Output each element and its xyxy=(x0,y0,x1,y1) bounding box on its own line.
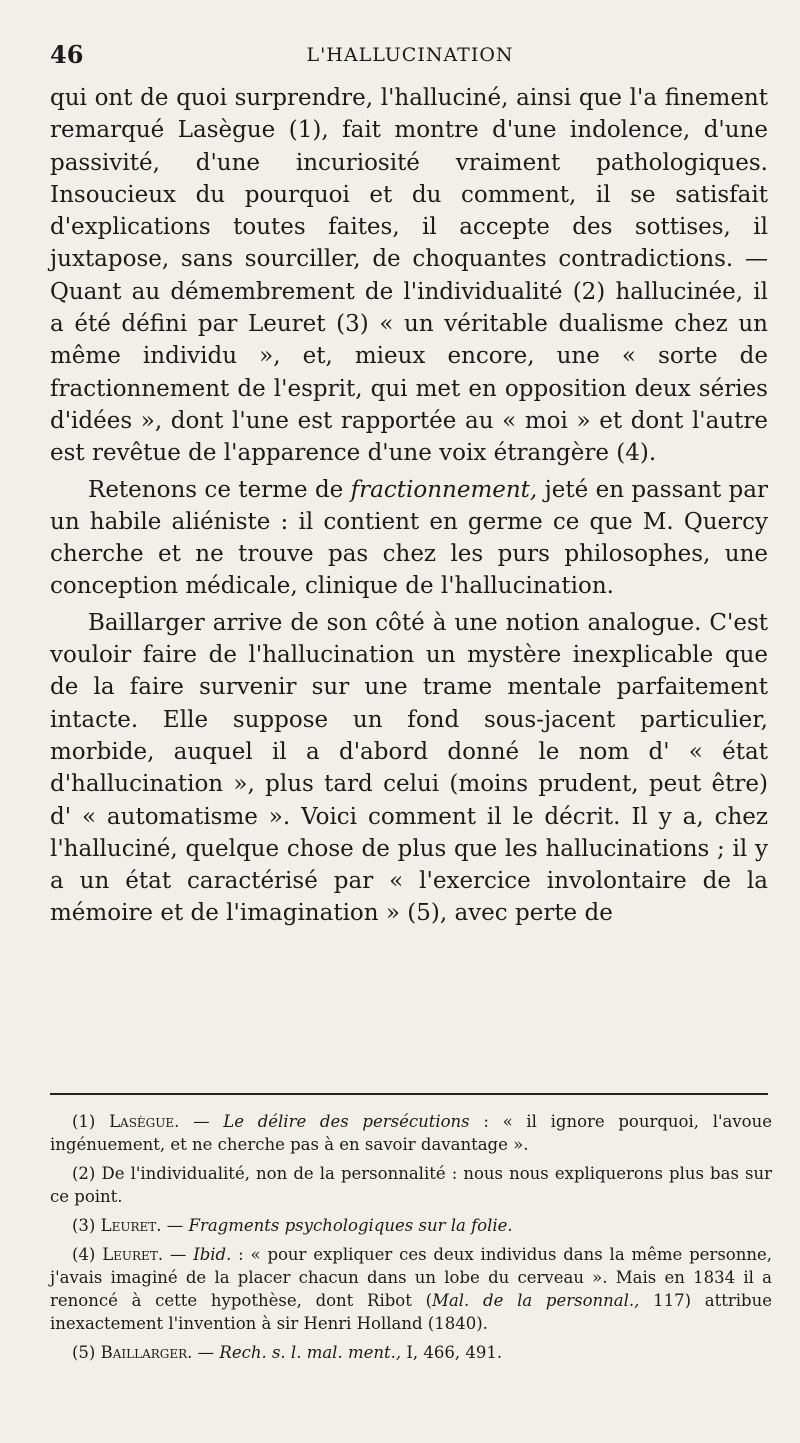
running-title: L'HALLUCINATION xyxy=(306,44,514,66)
page-number: 46 xyxy=(50,40,84,69)
footnote: (4) Leuret. — Ibid. : « pour expliquer ces deux individus dans la même personne, j'avais imaginé de la placer chacun dans un lobe du cerveau ». Mais en 1834 il a renoncé à cette hypothèse, dont Ribot (Mal. de la personnal., 117) attribue inexactement l'invention à sir Henri Holland (1840). xyxy=(50,1245,773,1333)
paragraph: qui ont de quoi surprendre, l'halluciné, ainsi que l'a finement remarqué Lasègue (1), fait montre d'une indolence, d'une passivité, d'une incuriosité vraiment pathologiques. Insoucieux du pourquoi et du comment, il se satisfait d'explications toutes faites, il accepte des sottises, il juxtapose, sans sourciller, de choquantes contradictions. — Quant au démembrement de l'individualité (2) hallucinée, il a été défini par Leuret (3) « un véritable dualisme chez un même individu », et, mieux encore, une « sorte de fractionnement de l'esprit, qui met en opposition deux séries d'idées », dont l'une est rapportée au « moi » et dont l'autre est revêtue de l'apparence d'une voix étrangère (4). xyxy=(50,85,768,467)
footnotes xyxy=(50,1110,772,1370)
paragraph: Retenons ce terme de fractionnement, jeté en passant par un habile aliéniste : il contient en germe ce que M. Quercy cherche et ne trouve pas chez les purs philosophes, une conception médicale, clinique de l'hallucination. xyxy=(50,476,768,600)
footnote-divider xyxy=(50,1093,768,1095)
paragraph: Baillarger arrive de son côté à une notion analogue. C'est vouloir faire de l'hallucination un mystère inexplicable que de la faire survenir sur une trame mentale parfaitement intacte. Elle suppose un fond sous-jacent particulier, morbide, auquel il a d'abord donné le nom d' « état d'hallucination », plus tard celui (moins prudent, peut être) d' « automatisme ». Voici comment il le décrit. Il y a, chez l'halluciné, quelque chose de plus que les hallucinations ; il y a un état caractérisé par « l'exercice involontaire de la mémoire et de l'imagination » (5), avec perte de xyxy=(50,609,768,927)
footnote-author: Leuret. xyxy=(102,1245,164,1264)
footnote-author: Lasègue. xyxy=(109,1112,180,1131)
footnote-author: Leuret. xyxy=(100,1216,162,1235)
footnote: (5) Baillarger. — Rech. s. l. mal. ment., I, 466, 491. xyxy=(72,1343,503,1362)
footnote: (3) Leuret. — Fragments psychologiques sur la folie. xyxy=(72,1216,513,1235)
footnote: (2) De l'individualité, non de la personnalité : nous nous expliquerons plus bas sur ce point. xyxy=(50,1164,772,1206)
emphasis: fractionnement, xyxy=(350,476,538,503)
body-text xyxy=(50,82,768,930)
footnote: (1) Lasègue. — Le délire des persécutions : « il ignore pourquoi, l'avoue ingénuement, et ne cherche pas à en savoir davantage ». xyxy=(50,1112,773,1154)
footnote-author: Baillarger. xyxy=(100,1343,193,1362)
page-header xyxy=(50,40,770,80)
